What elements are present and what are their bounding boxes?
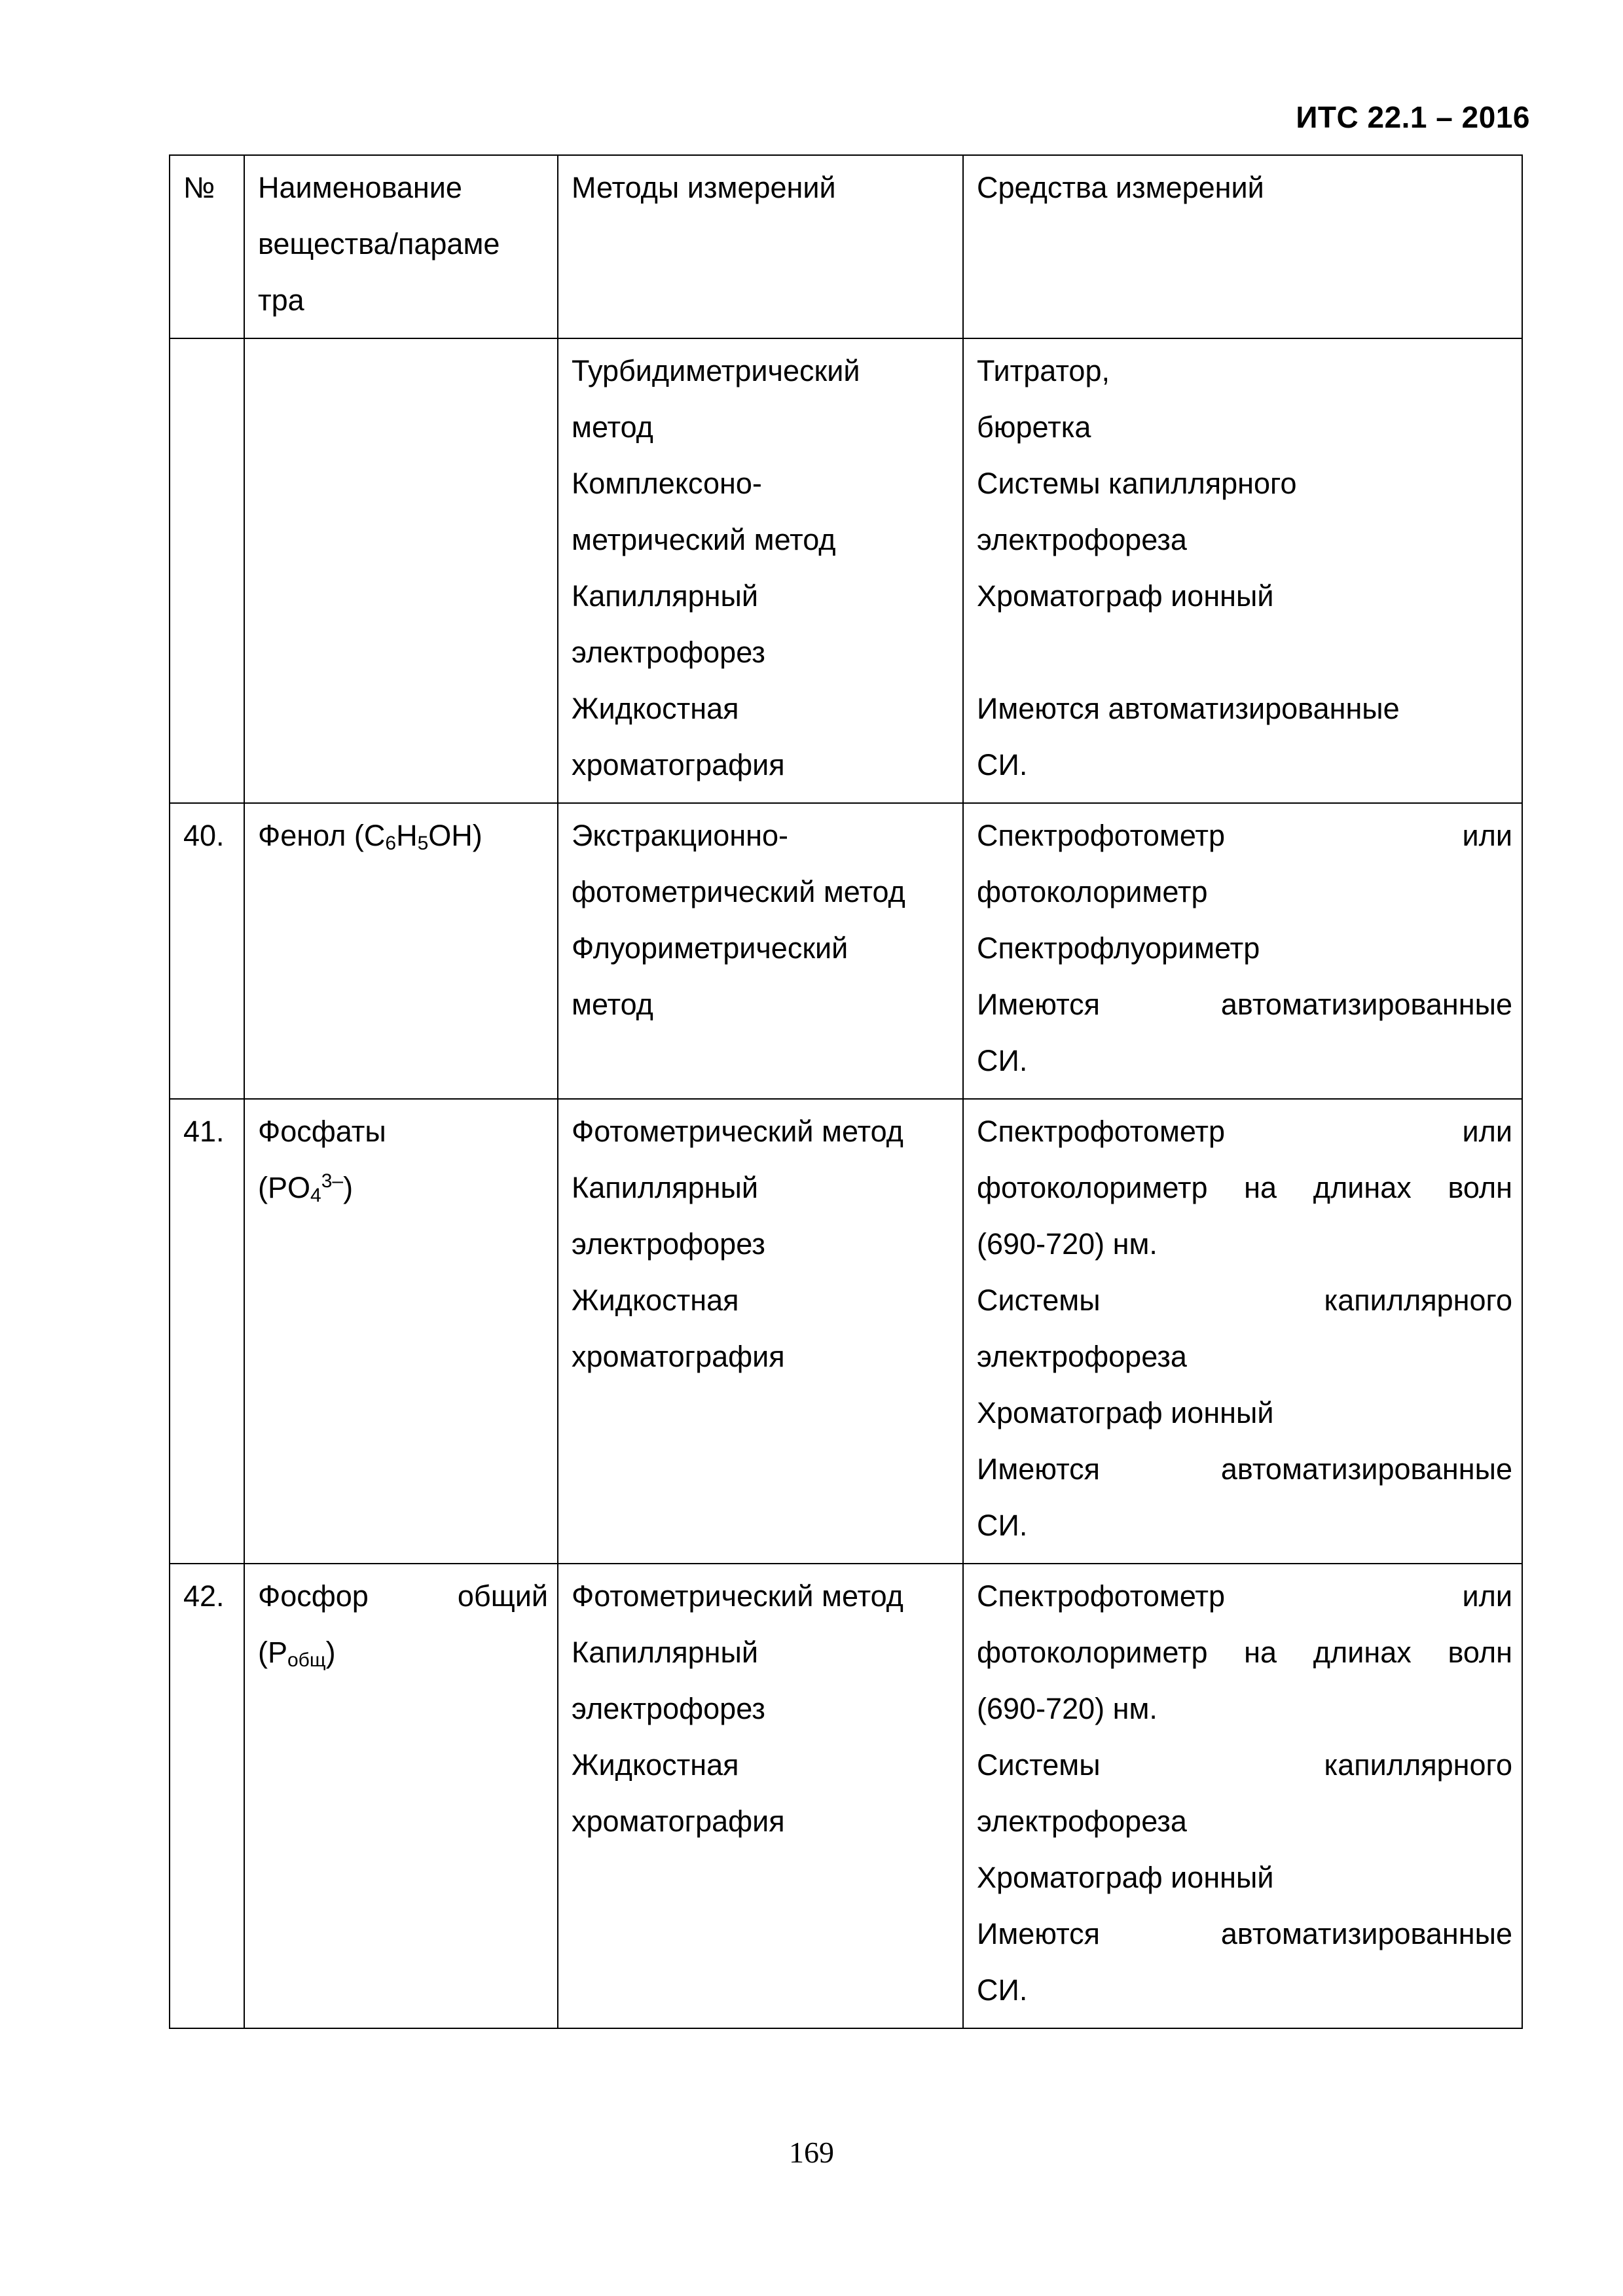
number-cell: 41. [170, 1099, 244, 1564]
header-number-cell: № [170, 155, 244, 338]
means-cell: Спектрофотометр или фотоколориметр на длинах волн (690-720) нм. Системы капиллярного электрофореза Хроматограф ионный Имеются автоматизированные СИ. [963, 1564, 1522, 2028]
substance-cell: Фосфор общий $(P_{общ})$ [244, 1564, 558, 2028]
table-row-40 [170, 803, 1522, 1099]
measurement-methods-table [169, 154, 1523, 2029]
phenol-formula: Фенол $(C_6H_5OH)$ [258, 819, 483, 854]
table-header-row [170, 155, 1522, 338]
header-means-cell: Средства измерений [963, 155, 1522, 338]
methods-cell: Экстракционно- фотометрический метод Флуориметрический метод [558, 803, 963, 1099]
methods-cell: Фотометрический метод Капиллярный электрофорез Жидкостная хроматография [558, 1099, 963, 1564]
substance-cell [244, 803, 558, 1099]
page-number: 169 [789, 2136, 834, 2169]
total-phosphorus-formula: $(P_{общ})$ [258, 1636, 336, 1671]
table-row-continuation [170, 338, 1522, 803]
methods-cell: Фотометрический метод Капиллярный электрофорез Жидкостная хроматография [558, 1564, 963, 2028]
substance-cell: Фосфаты $(PO_4^{3-})$ [244, 1099, 558, 1564]
table-row-41 [170, 1099, 1522, 1564]
phosphate-formula: $(PO_4^{3-})$ [258, 1170, 354, 1206]
means-cell: Спектрофотометр или фотоколориметр Спектрофлуориметр Имеются автоматизированные СИ. [963, 803, 1522, 1099]
number-cell: 40. [170, 803, 244, 1099]
header-methods-cell: Методы измерений [558, 155, 963, 338]
number-cell [170, 338, 244, 803]
means-cell: Титратор, бюретка Системы капиллярного электрофореза Хроматограф ионный Имеются автоматизированные СИ. [963, 338, 1522, 803]
header-name-cell: Наименование вещества/параме тра [244, 155, 558, 338]
means-cell: Спектрофотометр или фотоколориметр на длинах волн (690-720) нм. Системы капиллярного электрофореза Хроматограф ионный Имеются автоматизированные СИ. [963, 1099, 1522, 1564]
document-code-header: ИТС 22.1 – 2016 [1296, 100, 1530, 134]
number-cell: 42. [170, 1564, 244, 2028]
substance-cell [244, 338, 558, 803]
methods-cell: Турбидиметрический метод Комплексоно- метрический метод Капиллярный электрофорез Жидкостная хроматография [558, 338, 963, 803]
table-row-42 [170, 1564, 1522, 2028]
